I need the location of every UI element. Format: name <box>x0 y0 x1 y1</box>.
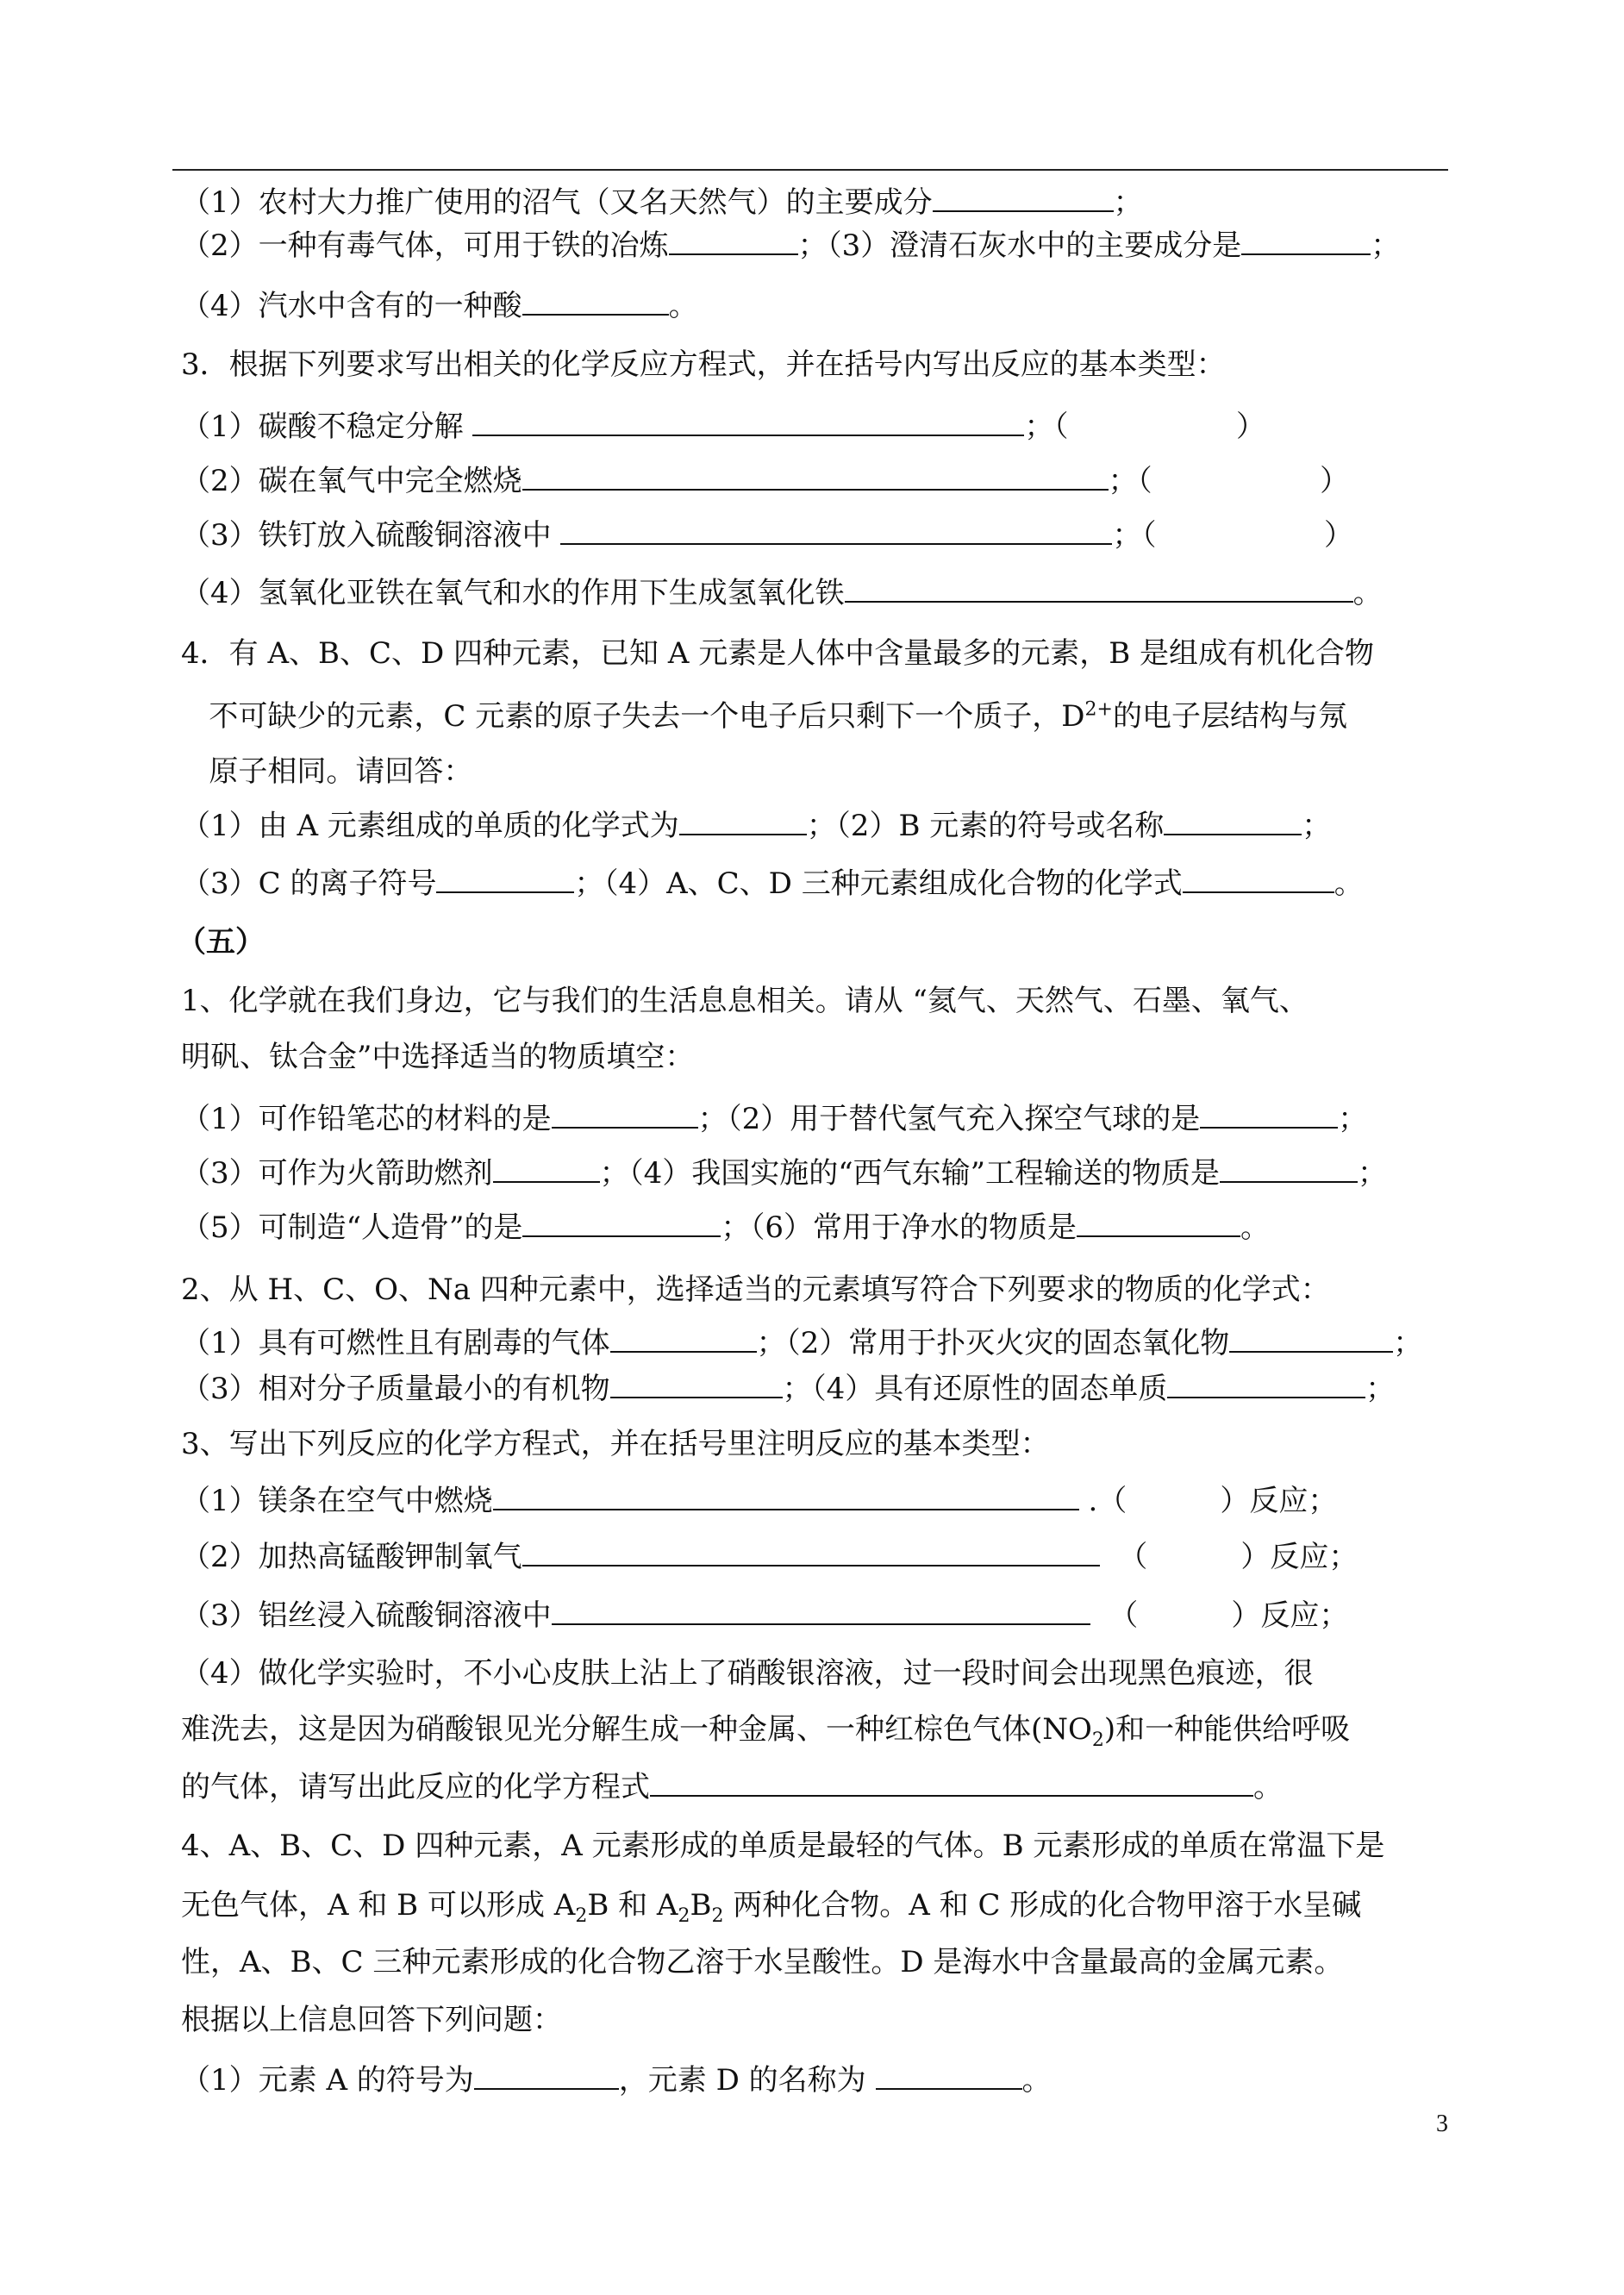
text-segment: B 和 A <box>587 1888 678 1923</box>
text-segment: 2、从 H、C、O、Na 四种元素中，选择适当的元素填写符合下列要求的物质的化学式： <box>181 1273 1330 1307</box>
text-segment: 。 <box>668 289 698 323</box>
text-segment: )和一种能供给呼吸 <box>1103 1712 1351 1747</box>
text-line <box>181 516 1353 555</box>
answer-blank[interactable] <box>560 517 1112 545</box>
text-segment: 3、写出下列反应的化学方程式，并在括号里注明反应的基本类型： <box>181 1427 1050 1461</box>
text-segment: ；（ ） <box>1112 518 1353 553</box>
answer-blank[interactable] <box>1229 1325 1393 1353</box>
text-line <box>181 286 698 326</box>
subscript: 2 <box>1091 1729 1104 1751</box>
text-segment: 原子相同。请回答： <box>181 754 473 789</box>
text-segment: 不可缺少的元素，C 元素的原子失去一个电子后只剩下一个质子，D <box>181 699 1085 734</box>
text-segment: （1）元素 A 的符号为 <box>181 2063 474 2098</box>
text-segment: B <box>690 1888 712 1923</box>
text-segment: ；（2）B 元素的符号或名称 <box>806 809 1165 843</box>
text-segment: 。 <box>1240 1210 1271 1245</box>
text-line <box>181 1885 1361 1925</box>
section-heading <box>177 922 265 962</box>
text-segment: ；（4）A、C、D 三种元素组成化合物的化学式 <box>574 866 1183 901</box>
text-segment: 明矾、钛合金”中选择适当的物质填空： <box>181 1040 695 1074</box>
text-line <box>181 1424 1050 1464</box>
text-segment: ； <box>1358 1156 1388 1191</box>
text-segment: （3）C 的离子符号 <box>181 866 437 901</box>
text-segment: （3）可作为火箭助燃剂 <box>181 1156 493 1191</box>
answer-blank[interactable] <box>1200 1101 1338 1129</box>
text-segment: （5）可制造“人造骨”的是 <box>181 1210 523 1245</box>
text-line <box>181 183 1143 222</box>
answer-blank[interactable] <box>845 575 1353 603</box>
text-segment: ； <box>1393 1326 1423 1360</box>
subscript: 2 <box>678 1904 690 1927</box>
text-segment: ；（ ） <box>1024 410 1265 444</box>
text-segment: ；（4）具有还原性的固态单质 <box>782 1372 1168 1406</box>
text-segment: 根据以上信息回答下列问题： <box>181 2003 562 2037</box>
text-segment: 的气体，请写出此反应的化学方程式 <box>181 1770 650 1804</box>
text-line <box>181 1826 1384 1866</box>
text-segment: （ ）反应； <box>1099 1540 1359 1574</box>
text-line <box>181 461 1349 501</box>
answer-blank[interactable] <box>522 288 669 316</box>
text-segment: 。 <box>1021 2063 1052 2098</box>
answer-blank[interactable] <box>493 1483 1079 1510</box>
answer-blank[interactable] <box>522 463 1109 491</box>
text-line <box>181 981 1309 1021</box>
text-segment: ； <box>1365 1372 1396 1406</box>
answer-blank[interactable] <box>474 2062 619 2090</box>
text-segment: （ ）反应； <box>1090 1598 1349 1633</box>
text-line <box>181 1654 1314 1693</box>
text-segment: ； <box>1113 185 1143 220</box>
text-line <box>181 1767 1283 1807</box>
text-line <box>181 2060 1052 2100</box>
text-line <box>181 1369 1395 1409</box>
answer-blank[interactable] <box>1241 228 1371 255</box>
answer-blank[interactable] <box>1164 808 1302 835</box>
text-segment: 的电子层结构与氖 <box>1112 699 1347 734</box>
text-line <box>181 1208 1270 1248</box>
subscript: 2 <box>711 1904 724 1927</box>
text-segment: （2）加热高锰酸钾制氧气 <box>181 1540 522 1574</box>
text-segment: ，元素 D 的名称为 <box>618 2063 876 2098</box>
text-segment: （4）汽水中含有的一种酸 <box>181 289 522 323</box>
text-segment: 3．根据下列要求写出相关的化学反应方程式，并在括号内写出反应的基本类型： <box>181 347 1226 382</box>
text-segment: 难洗去，这是因为硝酸银见光分解生成一种金属、一种红棕色气体(NO <box>181 1712 1092 1747</box>
text-line <box>181 697 1347 736</box>
text-segment: （五） <box>177 925 265 960</box>
answer-blank[interactable] <box>1077 1210 1240 1237</box>
text-segment: （1）具有可燃性且有剧毒的气体 <box>181 1326 610 1360</box>
text-line <box>181 345 1226 385</box>
text-segment: （4）做化学实验时，不小心皮肤上沾上了硝酸银溶液，过一段时间会出现黑色痕迹，很 <box>181 1656 1314 1691</box>
text-line <box>181 752 472 791</box>
text-line <box>181 1710 1350 1749</box>
text-line <box>181 806 1331 846</box>
text-segment: （2）一种有毒气体，可用于铁的冶炼 <box>181 228 669 263</box>
text-segment: 。 <box>1253 1770 1283 1804</box>
answer-blank[interactable] <box>679 808 807 835</box>
answer-blank[interactable] <box>876 2062 1022 2090</box>
text-line <box>181 1154 1387 1193</box>
answer-blank[interactable] <box>522 1210 721 1237</box>
text-segment: （1）碳酸不稳定分解 <box>181 410 473 444</box>
answer-blank[interactable] <box>610 1325 757 1353</box>
text-segment: （4）氢氧化亚铁在氧气和水的作用下生成氢氧化铁 <box>181 576 845 610</box>
text-segment: ；（4）我国实施的“西气东输”工程输送的物质是 <box>599 1156 1221 1191</box>
text-segment: （1）可作铅笔芯的材料的是 <box>181 1102 552 1136</box>
text-segment: 1、化学就在我们身边，它与我们的生活息息相关。请从 “氦气、天然气、石墨、氧气、 <box>181 984 1309 1018</box>
text-segment: .（ ）反应； <box>1078 1484 1338 1518</box>
text-segment: ； <box>1302 809 1332 843</box>
answer-blank[interactable] <box>1183 866 1334 893</box>
text-segment: 。 <box>1352 576 1383 610</box>
text-line <box>181 1942 1343 1982</box>
text-segment: 4、A、B、C、D 四种元素，A 元素形成的单质是最轻的气体。B 元素形成的单质在常温下是 <box>181 1829 1385 1863</box>
answer-blank[interactable] <box>933 184 1114 212</box>
text-line <box>181 1481 1337 1521</box>
answer-blank[interactable] <box>610 1371 783 1398</box>
answer-blank[interactable] <box>552 1101 698 1129</box>
text-segment: （3）铁钉放入硫酸铜溶液中 <box>181 518 561 553</box>
answer-blank[interactable] <box>493 1155 600 1183</box>
superscript: 2+ <box>1084 698 1113 721</box>
text-segment: ； <box>1371 228 1401 263</box>
text-segment: ；（ ） <box>1108 464 1350 498</box>
text-line <box>181 1099 1367 1139</box>
text-segment: 性，A、B、C 三种元素形成的化合物乙溶于水呈酸性。D 是海水中含量最高的金属元素。 <box>181 1945 1344 1979</box>
text-segment: （1）镁条在空气中燃烧 <box>181 1484 493 1518</box>
answer-blank[interactable] <box>436 866 574 893</box>
text-line <box>181 1596 1348 1635</box>
text-segment: （3）铝丝浸入硫酸铜溶液中 <box>181 1598 552 1633</box>
answer-blank[interactable] <box>650 1769 1253 1797</box>
text-segment: ；（2）常用于扑灭火灾的固态氧化物 <box>756 1326 1230 1360</box>
subscript: 2 <box>575 1904 588 1927</box>
answer-blank[interactable] <box>522 1539 1100 1566</box>
text-segment: ；（2）用于替代氢气充入探空气球的是 <box>697 1102 1201 1136</box>
text-segment: ； <box>1338 1102 1368 1136</box>
text-segment: （1）由 A 元素组成的单质的化学式为 <box>181 809 679 843</box>
answer-blank[interactable] <box>669 228 798 255</box>
text-segment: ；（6）常用于净水的物质是 <box>721 1210 1077 1245</box>
text-line <box>181 634 1374 673</box>
text-segment: （1）农村大力推广使用的沼气（又名天然气）的主要成分 <box>181 185 933 220</box>
answer-blank[interactable] <box>552 1598 1090 1625</box>
text-segment: 4．有 A、B、C、D 四种元素，已知 A 元素是人体中含量最多的元素，B 是组成有机化合物 <box>181 636 1375 671</box>
text-segment: ；（3）澄清石灰水中的主要成分是 <box>797 228 1242 263</box>
text-segment: 无色气体，A 和 B 可以形成 A <box>181 1888 576 1923</box>
text-line <box>181 864 1364 904</box>
text-segment: （3）相对分子质量最小的有机物 <box>181 1372 610 1406</box>
text-line <box>181 2000 562 2040</box>
text-line <box>181 573 1383 613</box>
text-segment: 两种化合物。A 和 C 形成的化合物甲溶于水呈碱 <box>723 1888 1362 1923</box>
answer-blank[interactable] <box>472 409 1024 436</box>
text-line <box>181 1323 1422 1363</box>
page-number: 3 <box>1436 2111 1448 2137</box>
text-line <box>181 1037 694 1077</box>
header-rule <box>172 169 1448 171</box>
text-line <box>181 1270 1330 1310</box>
text-line <box>181 407 1265 447</box>
answer-blank[interactable] <box>1220 1155 1358 1183</box>
text-segment: （2）碳在氧气中完全燃烧 <box>181 464 522 498</box>
text-segment: 。 <box>1334 866 1364 901</box>
answer-blank[interactable] <box>1167 1371 1365 1398</box>
text-line <box>181 1537 1358 1577</box>
text-line <box>181 226 1400 266</box>
